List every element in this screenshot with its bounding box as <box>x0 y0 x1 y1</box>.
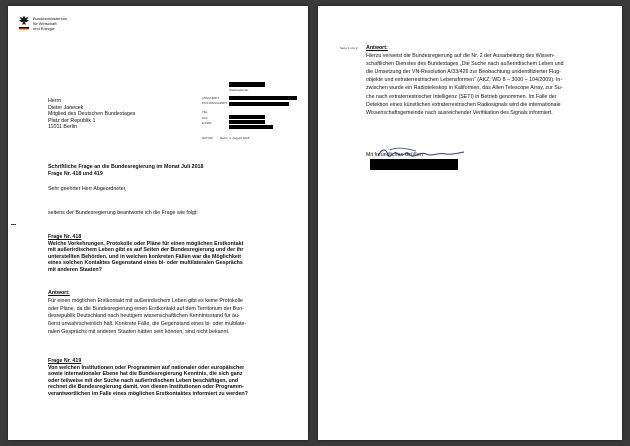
answer-line: desrepublik Deutschland nach heutigem wissenschaftlichen Kenntnisstand für äu- <box>48 313 240 320</box>
question-line: oder teilweise mit der Suche nach außerirdischem Leben beschäftigen, und <box>48 377 239 384</box>
info-label: ANSCHRIFT <box>202 96 220 100</box>
address-line: Platz der Republik 1 <box>48 117 96 124</box>
ministry-line: Bundesministerium <box>33 16 68 21</box>
question-line: unterstellten Behörden, und in welchen konkreten Fällen war die Möglichkeit <box>48 253 242 260</box>
address-line: Dieter Janecek <box>48 104 84 111</box>
answer-418 <box>48 290 246 337</box>
address-line: 11011 Berlin <box>48 124 77 131</box>
subject-line: Schriftliche Frage an die Bundesregierung im Monat Juli 2018 <box>48 164 204 170</box>
address-line: Herrn <box>48 98 62 104</box>
fold-mark <box>11 224 16 225</box>
answer-line: che nach extraterrestrischer Intelligenz (SETI) in Betrieb genommen. Im Falle der <box>366 93 557 100</box>
letter-subject <box>48 164 203 177</box>
question-heading: Frage Nr. 419 <box>48 358 82 364</box>
answer-line: objekte und extraterrestrischen Lebensformen“ (AKZ: WD 8 – 3000 – 104/2009). In- <box>366 77 563 84</box>
info-label: FAX <box>202 115 208 120</box>
question-line: sowie internationaler Ebene hat die Bundesregierung Kenntnis, die sich ganz <box>48 371 243 378</box>
answer-heading: Antwort: <box>48 290 70 296</box>
answer-line: Wissenschaftsgemeinde nach ausreichender Verifikation des Signals informiert. <box>366 109 553 116</box>
federal-eagle-icon <box>19 15 29 27</box>
answer-line: ßerst unwahrscheinlich hält. Konkrete Fälle, die Gegenstand eines bi- oder multilate- <box>48 321 247 328</box>
answer-heading: Antwort: <box>366 45 388 51</box>
question-line: mit anderen Staaten? <box>48 266 102 273</box>
question-line: eines solchen Kontaktes Gegenstand eines bi- oder multilateralen Gesprächs <box>48 260 243 267</box>
answer-line: schaftlichen Dienstes des Bundestages „Die Suche nach außerirdischem Leben und <box>366 61 564 68</box>
letter-date: Berlin, 6. August 2018 <box>220 136 250 140</box>
redaction-box <box>229 102 289 106</box>
info-label: TEL <box>202 110 208 115</box>
address-line: Mitglied des Deutschen Bundestages <box>48 111 136 118</box>
ministry-name <box>33 16 67 31</box>
salutation: Sehr geehrter Herr Abgeordneter, <box>48 186 127 192</box>
page-number: Seite 2 von 2 <box>340 46 358 50</box>
recipient-address <box>48 98 135 131</box>
redaction-box <box>229 82 265 87</box>
question-line: Welche Vorkehrungen, Protokolle oder Pläne für einen möglichen Erstkontakt <box>48 240 244 247</box>
redaction-box <box>229 120 265 124</box>
answer-line: ralen Gesprächs mit anderen Staaten hätten sein können, sind nicht bekannt. <box>48 328 230 335</box>
question-heading: Frage Nr. 418 <box>48 234 82 240</box>
question-line: Von welchen Institutionen oder Programmen auf nationaler oder europäischer <box>48 364 245 371</box>
answer-419 <box>366 44 564 117</box>
question-418 <box>48 234 243 274</box>
date-label: DATUM <box>202 136 213 140</box>
question-line: mit außerirdischem Leben gibt es auf Seiten der Bundesregierung und der ihr <box>48 247 244 254</box>
question-line: verantwortlichen im Falle eines möglichen Erstkontaktes informiert zu werden? <box>48 390 248 397</box>
info-labels <box>202 96 227 126</box>
document-page-1 <box>8 6 308 440</box>
question-419 <box>48 358 248 398</box>
subject-line: Frage Nr. 418 und 419 <box>48 170 103 177</box>
redaction-box <box>229 96 297 100</box>
federal-flag-stripe <box>19 27 29 30</box>
info-label: POSTANSCHRIFT <box>202 101 228 106</box>
redaction-box <box>370 159 458 170</box>
closing-text: Mit freundlichen Grüßen <box>366 152 423 158</box>
intro-text: seitens der Bundesregierung beantworte ich die Frage wie folgt: <box>48 210 198 216</box>
answer-line: zwischen wurde ein Radioteleskop in Kalifornien, das Allen Telescope Array, zur Su- <box>366 85 563 92</box>
document-page-2 <box>318 6 622 440</box>
stamp-label: Staatssekretär <box>229 88 249 92</box>
ministry-line: und Energie <box>33 26 55 31</box>
redaction-box <box>229 115 265 119</box>
answer-line: Für einen möglichen Erstkontakt mit außerirdischem Leben gibt es keine Protokolle <box>48 297 243 304</box>
question-line: rechnet die Bundesregierung damit, von diesen Institutionen oder Programm- <box>48 384 244 391</box>
answer-line: Detektion eines künstlichen extraterrestrischen Radiosignals wird die internationale <box>366 101 561 108</box>
answer-line: oder Pläne, da die Bundesregierung einen Erstkontakt auf dem Territorium der Bun- <box>48 305 244 312</box>
ministry-line: für Wirtschaft <box>33 21 57 26</box>
redaction-box <box>229 125 273 129</box>
info-label: E-MAIL <box>202 120 213 125</box>
answer-line: die Umsetzung der VN-Resolution A/33/426 zur Beobachtung unidentifizierter Flug- <box>366 69 561 76</box>
answer-line: Hierzu verweist die Bundesregierung auf die Nr. 2 der Ausarbeitung des Wissen- <box>366 53 555 60</box>
